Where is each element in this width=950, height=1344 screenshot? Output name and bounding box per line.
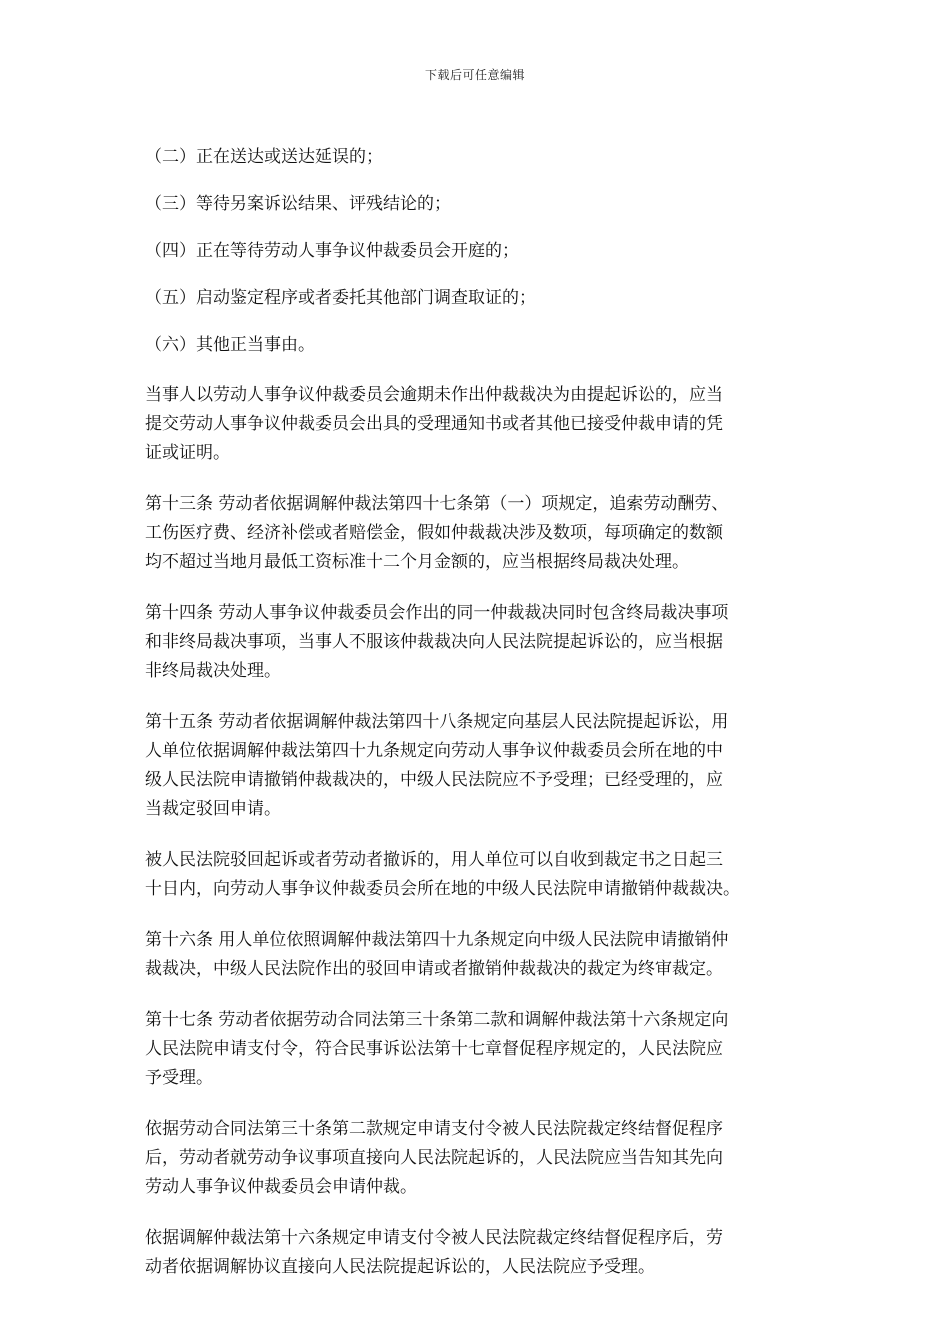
paragraph-line: 第十五条 劳动者依据调解仲裁法第四十八条规定向基层人民法院提起诉讼，用: [145, 712, 729, 732]
paragraph-line: 后，劳动者就劳动争议事项直接向人民法院起诉的，人民法院应当告知其先向: [145, 1148, 723, 1168]
paragraph: [145, 846, 807, 904]
paragraph-line: 劳动人事争议仲裁委员会申请仲裁。: [145, 1177, 417, 1197]
list-item: （五）启动鉴定程序或者委托其他部门调查取证的；: [145, 288, 536, 308]
paragraph-line: 人单位依据调解仲裁法第四十九条规定向劳动人事争议仲裁委员会所在地的中: [145, 741, 723, 761]
paragraph: [145, 1224, 807, 1282]
article-16: [145, 926, 807, 984]
paragraph-line: 第十四条 劳动人事争议仲裁委员会作出的同一仲裁裁决同时包含终局裁决事项: [145, 603, 729, 623]
paragraph-line: 第十六条 用人单位依照调解仲裁法第四十九条规定向中级人民法院申请撤销仲: [145, 930, 729, 950]
list-item: （二）正在送达或送达延误的；: [145, 147, 383, 167]
paragraph-line: 非终局裁决处理。: [145, 661, 281, 681]
paragraph-line: 证或证明。: [145, 443, 230, 463]
paragraph: [145, 381, 807, 468]
paragraph-line: 裁裁决，中级人民法院作出的驳回申请或者撤销仲裁裁决的裁定为终审裁定。: [145, 959, 723, 979]
paragraph-line: 和非终局裁决事项，当事人不服该仲裁裁决向人民法院提起诉讼的，应当根据: [145, 632, 723, 652]
paragraph-line: 均不超过当地月最低工资标准十二个月金额的，应当根据终局裁决处理。: [145, 552, 689, 572]
paragraph-line: 当裁定驳回申请。: [145, 799, 281, 819]
list-item: （三）等待另案诉讼结果、评残结论的；: [145, 194, 451, 214]
list-item: （六）其他正当事由。: [145, 335, 315, 355]
article-15: [145, 708, 807, 824]
paragraph-line: 第十七条 劳动者依据劳动合同法第三十条第二款和调解仲裁法第十六条规定向: [145, 1010, 729, 1030]
paragraph-line: 十日内，向劳动人事争议仲裁委员会所在地的中级人民法院申请撤销仲裁裁决。: [145, 879, 740, 899]
paragraph-line: 依据调解仲裁法第十六条规定申请支付令被人民法院裁定终结督促程序后，劳: [145, 1228, 723, 1248]
paragraph-line: 予受理。: [145, 1068, 213, 1088]
paragraph-line: 人民法院申请支付令，符合民事诉讼法第十七章督促程序规定的，人民法院应: [145, 1039, 723, 1059]
document-body: [145, 146, 807, 1304]
page-header: 下载后可任意编辑: [424, 68, 525, 82]
paragraph-line: 级人民法院申请撤销仲裁裁决的，中级人民法院应不予受理；已经受理的，应: [145, 770, 723, 790]
article-13: [145, 490, 807, 577]
paragraph-line: 依据劳动合同法第三十条第二款规定申请支付令被人民法院裁定终结督促程序: [145, 1119, 723, 1139]
paragraph-line: 工伤医疗费、经济补偿或者赔偿金，假如仲裁裁决涉及数项，每项确定的数额: [145, 523, 723, 543]
article-14: [145, 599, 807, 686]
list-item: （四）正在等待劳动人事争议仲裁委员会开庭的；: [145, 241, 519, 261]
paragraph: [145, 1115, 807, 1202]
paragraph-line: 被人民法院驳回起诉或者劳动者撤诉的，用人单位可以自收到裁定书之日起三: [145, 850, 723, 870]
article-17: [145, 1006, 807, 1093]
paragraph-line: 动者依据调解协议直接向人民法院提起诉讼的，人民法院应予受理。: [145, 1257, 655, 1277]
paragraph-line: 当事人以劳动人事争议仲裁委员会逾期未作出仲裁裁决为由提起诉讼的，应当: [145, 385, 723, 405]
paragraph-line: 提交劳动人事争议仲裁委员会出具的受理通知书或者其他已接受仲裁申请的凭: [145, 414, 723, 434]
paragraph-line: 第十三条 劳动者依据调解仲裁法第四十七条第（一）项规定，追索劳动酬劳、: [145, 494, 729, 514]
